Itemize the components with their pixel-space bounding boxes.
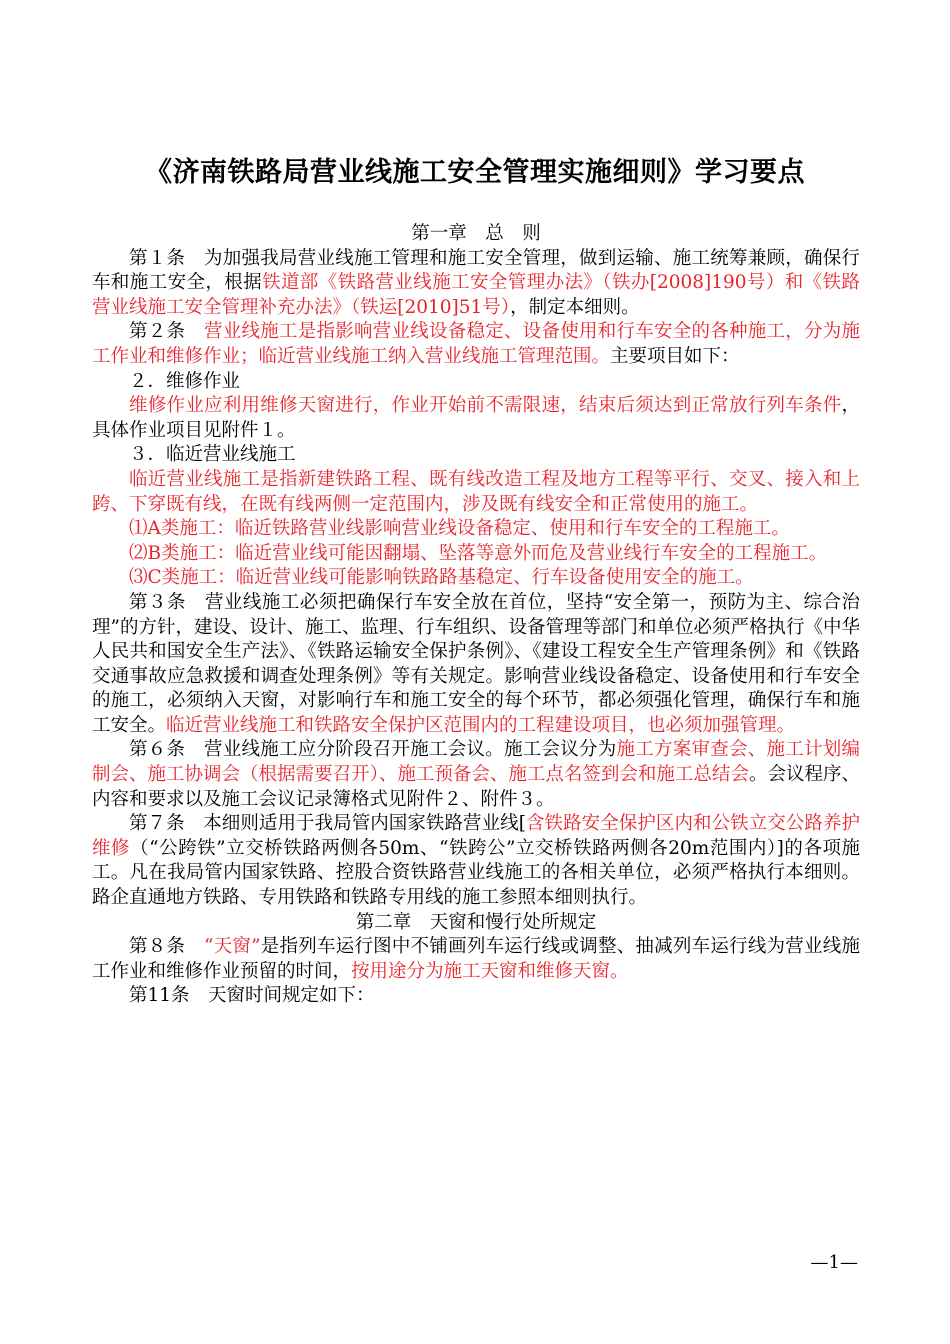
item-heading: ２．维修作业: [129, 370, 241, 392]
article-1: 第１条 为加强我局营业线施工管理和施工安全管理，做到运输、施工统筹兼顾，确保行车和施工安全，根据铁道部《铁路营业线施工安全管理办法》（铁办[2008]190号）和《铁路营业线施工安全管理补充办法》（铁运[2010]51号），制定本细则。: [92, 247, 860, 318]
page-number: —1—: [810, 1252, 858, 1273]
highlight-text: 维修作业应利用维修天窗进行，作业开始前不需限速，结束后须达到正常放行列车条件: [129, 395, 842, 417]
item-heading: ３．临近营业线施工: [129, 444, 296, 466]
article-2: 第２条 营业线施工是指影响营业线设备稳定、设备使用和行车安全的各种施工，分为施工作业和维修作业；临近营业线施工纳入营业线施工管理范围。主要项目如下：: [92, 321, 860, 367]
highlight-text: “天窗”: [203, 936, 261, 958]
article-11: 第11条 天窗时间规定如下：: [129, 985, 375, 1007]
item-paragraph: 临近营业线施工是指新建铁路工程、既有线改造工程及地方工程等平行、交叉、接入和上跨、下穿既有线，在既有线两侧一定范围内，涉及既有线安全和正常使用的施工。: [92, 468, 860, 515]
chapter-heading: 第二章 天窗和慢行处所规定: [355, 911, 597, 933]
document-title: 《济南铁路局营业线施工安全管理实施细则》学习要点: [145, 157, 805, 188]
highlight-text: 按用途分为施工天窗和维修天窗。: [351, 960, 629, 982]
article-8: 第８条 “天窗”是指列车运行图中不铺画列车运行线或调整、抽减列车运行线为营业线施工作业和维修作业预留的时间，按用途分为施工天窗和维修天窗。: [92, 936, 860, 982]
highlight-text: 含铁路安全保护区内和公铁立交公路养护维修: [92, 813, 860, 859]
article-3: 第３条 营业线施工必须把确保行车安全放在首位，坚持“安全第一，预防为主、综合治理”的方针，建设、设计、施工、监理、行车组织、设备管理等部门和单位必须严格执行《中华人民共和国安全生产法》、《铁路运输安全保护条例》、《建设工程安全生产管理条例》和《铁路交通事故应急救援和调查处理条例》等有关规定。影响营业线设备稳定、设备使用和行车安全的施工，必须纳入天窗，对影响行车和施工安全的每个环节，都必须强化管理，确保行车和施工安全。临近营业线施工和铁路安全保护区范围内的工程建设项目，也必须加强管理。: [92, 591, 860, 736]
article-6: 第６条 营业线施工应分阶段召开施工会议。施工会议分为施工方案审查会、施工计划编制会、施工协调会（根据需要召开）、施工预备会、施工点名签到会和施工总结会。会议程序、内容和要求以及施工会议记录簿格式见附件２、附件３。: [92, 739, 860, 810]
document-body: [92, 222, 860, 1009]
highlight-text: 营业线施工是指影响营业线设备稳定、设备使用和行车安全的各种施工，分为施工作业和维修作业；临近营业线施工纳入营业线施工管理范围。: [92, 321, 860, 367]
category-c: ⑶C类施工：临近营业线可能影响铁路路基稳定、行车设备使用安全的施工。: [129, 567, 754, 589]
highlight-text: 施工方案审查会、施工计划编制会、施工协调会（根据需要召开）、施工预备会、施工点名签到会和施工总结会: [92, 739, 860, 786]
highlight-text: 临近营业线施工和铁路安全保护区范围内的工程建设项目，也必须加强管理。: [166, 714, 796, 736]
article-7: 第７条 本细则适用于我局管内国家铁路营业线[含铁路安全保护区内和公铁立交公路养护维修（“公跨铁”立交桥铁路两侧各50m、“铁跨公”立交桥铁路两侧各20m范围内）]的各项施工。凡在我局管内国家铁路、控股合资铁路营业线施工的各相关单位，必须严格执行本细则。路企直通地方铁路、专用铁路和铁路专用线的施工参照本细则执行。: [92, 813, 860, 909]
highlight-text: 铁道部《铁路营业线施工安全管理办法》（铁办[2008]190号）和《铁路营业线施工安全管理补充办法》（铁运[2010]51号）: [92, 272, 860, 318]
category-b: ⑵B类施工：临近营业线可能因翻塌、坠落等意外而危及营业线行车安全的工程施工。: [129, 542, 828, 564]
item-paragraph: 维修作业应利用维修天窗进行，作业开始前不需限速，结束后须达到正常放行列车条件，具体作业项目见附件１。: [92, 395, 860, 441]
category-a: ⑴A类施工：临近铁路营业线影响营业线设备稳定、使用和行车安全的工程施工。: [129, 518, 790, 540]
chapter-heading: 第一章 总 则: [411, 223, 541, 244]
